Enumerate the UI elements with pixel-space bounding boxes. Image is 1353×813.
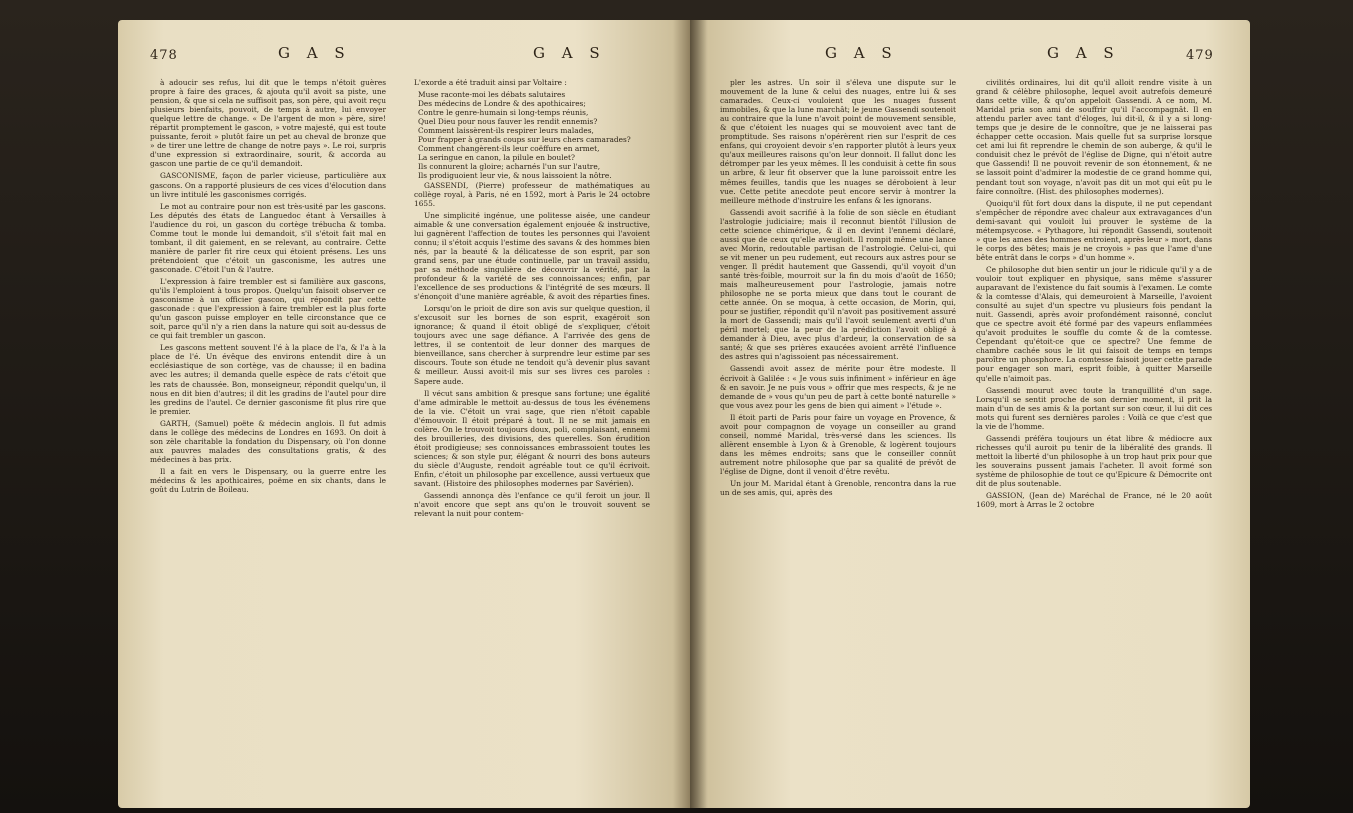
paragraph: pler les astres. Un soir il s'éleva une dispute sur le mouvement de la lune & celui des nuages, entre lui & ses camarades. Ceux-ci vouloient que les nuages fussent immobiles, & que la lune marchât; le jeune Gassendi soutenoit au contraire que la lune n'avoit point de mouvement sensible, & que c'étoient les nuages qui se mouvoient avec tant de promptitude. Ses raisons n'opérèrent rien sur l'esprit de ces enfans, qui croyoient devoir s'en rapporter plutôt à leurs yeux qu'aux meilleures raisons qu'on leur donnoit. Il fallut donc les détromper par les yeux mêmes. Il les conduisit à cette fin sous un arbre, & leur fit observer que la lune paroissoit entre les mêmes feuilles, tandis que les nuages se déroboient à leur vue. Cette petite anecdote peut encore servir à montrer la meilleure méthode d'instruire les enfans & les ignorans. bbox=[720, 78, 956, 205]
verse-line: Ils connurent la gloire; acharnés l'un sur l'autre, bbox=[418, 162, 601, 172]
paragraph: GASSENDI, (Pierre) professeur de mathématiques au collège royal, à Paris, né en 1592, mort à Paris le 24 octobre 1655. bbox=[414, 180, 650, 208]
verse-intro: L'exorde a été traduit ainsi par Voltaire : bbox=[414, 78, 567, 87]
verse-line: Des médecins de Londre & des apothicaires; bbox=[418, 99, 586, 109]
paragraph: Gassendi mourut avec toute la tranquillité d'un sage. Lorsqu'il se sentit proche de son dernier moment, il prit la main d'un de ses amis & la portant sur son cœur, il lui dit ces mots qui furent ses dernières paroles : Voilà ce que c'est que la vie de l'homme. bbox=[976, 385, 1212, 431]
left-page bbox=[118, 20, 690, 808]
column-b-body bbox=[414, 181, 650, 519]
verse-line: La seringue en canon, la pilule en boulet? bbox=[418, 153, 575, 163]
left-column-a bbox=[150, 78, 386, 497]
left-running-head-a: G A S bbox=[278, 44, 351, 62]
paragraph: à adoucir ses refus, lui dit que le temps n'étoit guères propre à faire des graces, & ajouta qu'il avoit sa piste, une pension, & que si cela ne suffisoit pas, son père, qui avoit reçu plusieurs bienfaits, pouvoit, de temps à autre, lui envoyer quelque lettre de change. « De l'argent de mon » père, sire! répartit promptement le gascon, » votre majesté, qui est toute puissante, feroit » plutôt faire un pet au cheval de bronze que » de tirer une lettre de change de notre pays ». Le roi, surpris d'une expression si extraordinaire, sourit, & accorda au gascon une partie de ce qu'il demandoit. bbox=[150, 78, 386, 169]
paragraph: Le mot au contraire pour non est très-usité par les gascons. Les députés des états de Languedoc étant à Versailles à l'audience du roi, un gascon du cortège trébucha & tomba. Comme tout le monde lui demandoit, s'il s'étoit fait mal en tombant, il dit gaiement, en se relevant, au contraire. Cette manière de parler fit rire ceux qui étoient présens. Les uns prétendoient que c'étoit un gasconisme, les autres une gasconade. C'étoit l'un & l'autre. bbox=[150, 201, 386, 274]
paragraph: Gassendi annonça dès l'enfance ce qu'il feroit un jour. Il n'avoit encore que sept ans qu'on le trouvoit souvent se relevant la nuit pour contem- bbox=[414, 491, 650, 519]
gutter-shadow bbox=[690, 20, 708, 808]
right-column-c bbox=[720, 78, 956, 500]
verse-line: Comment changèrent-ils leur coëffure en armet, bbox=[418, 144, 600, 154]
paragraph: L'expression à faire trembler est si familière aux gascons, qu'ils l'emploient à tous propos. Quelqu'un faisoit observer ce gasconisme à un officier gascon, qui répondit par cette gasconade : que l'expression à faire trembler est la plus forte qu'un gascon puisse employer en telle circonstance que ce soit, parce qu'il n'y a rien dans la nature qui soit au-dessus de ce qui fait trembler un gascon. bbox=[150, 276, 386, 341]
right-page bbox=[690, 20, 1250, 808]
verse-line: Pour frapper à grands coups sur leurs chers camarades? bbox=[418, 135, 631, 145]
right-running-head-b: G A S bbox=[1047, 44, 1120, 62]
paragraph: GARTH, (Samuel) poëte & médecin anglois. Il fut admis dans le collège des médecins de Londres en 1693. On doit à son zèle charitable la fondation du Dispensary, où l'on donne aux pauvres malades des consultations gratis, & des médecines à bas prix. bbox=[150, 418, 386, 464]
left-running-head-b: G A S bbox=[533, 44, 606, 62]
verse-line: Muse raconte-moi les débats salutaires bbox=[418, 90, 566, 100]
right-page-number: 479 bbox=[1186, 48, 1214, 63]
paragraph: Il étoit parti de Paris pour faire un voyage en Provence, & avoit pour compagnon de voyage un conseiller au grand conseil, nommé Maridal, très-versé dans les sciences. Ils allèrent ensemble à Lyon & à Grenoble, & logèrent toujours dans les mêmes endroits; sans que le conseiller connût autrement notre philosophe que par sa qualité de prévôt de l'église de Digne, dont il venoit d'être revêtu. bbox=[720, 412, 956, 476]
verse-line: Quel Dieu pour nous fauver les rendit ennemis? bbox=[418, 117, 598, 127]
left-column-b bbox=[414, 78, 650, 521]
paragraph: GASSION, (Jean de) Maréchal de France, né le 20 août 1609, mort à Arras le 2 octobre bbox=[976, 491, 1212, 510]
paragraph: Ce philosophe dut bien sentir un jour le ridicule qu'il y a de vouloir tout expliquer en physique, sans même s'assurer auparavant de l'existence du fait soumis à l'examen. Le comte & la comtesse d'Alais, qui demeuroient à Marseille, l'avoient consulté au sujet d'un spectre vu plusieurs fois pendant la nuit. Gassendi, après avoir profondément raisonné, conclut que ce spectre avoit été formé par des vapeurs enflammées qu'avoit produites le souffle du comte & de la comtesse. Cependant qu'étoit-ce que ce spectre? Une femme de chambre cachée sous le lit qui faisoit de temps en temps paroître un phosphore. La comtesse faisoit jouer cette parade pour engager son mari, esprit foible, à quitter Marseille qu'elle n'aimoit pas. bbox=[976, 264, 1212, 383]
paragraph: Gassendi avoit assez de mérite pour être modeste. Il écrivoit à Galilée : « Je vous suis infiniment » inférieur en âge & en savoir. Je ne puis vous » offrir que mes respects, & je ne demande de » vous qu'un peu de part à cette bonté naturelle » que vous avez pour les gens de bien qui aiment » l'étude ». bbox=[720, 364, 956, 410]
paragraph: GASCONISME, façon de parler vicieuse, particulière aux gascons. On a rapporté plusieurs de ces vices d'élocution dans un livre intitulé les gasconismes corrigés. bbox=[150, 171, 386, 199]
paragraph: Les gascons mettent souvent l'é à la place de l'a, & l'a à la place de l'é. Un évêque des environs entendit dire à un ecclésiastique de son cortège, vas de chausse; il en badina avec les autres; il demanda quelle espèce de rats c'étoit que les rats de chaussée. Bon, monseigneur, répondit quelqu'un, il nous en dit bien d'autres; il dit les gradins de l'autel pour dire les gredins de l'autel. Ce dernier gasconisme fit plus rire que le premier. bbox=[150, 343, 386, 416]
verse-line: Comment laissèrent-ils respirer leurs malades, bbox=[418, 126, 594, 136]
right-running-head-a: G A S bbox=[825, 44, 898, 62]
verse-block bbox=[414, 90, 650, 180]
paragraph: Une simplicité ingénue, une politesse aisée, une candeur aimable & une conversation également enjouée & instructive, lui gagnèrent l'affection de toutes les personnes qui l'avoient connu; il s'étoit acquis l'estime des savans & des hommes bien nés, par la beauté & la délicatesse de son esprit, par son grand sens, par une étude continuelle, par un travail assidu, par sa méthode singulière de découvrir la vérité, par la profondeur & la variété de ses connoissances; enfin, par l'excellence de ses productions & l'intégrité de ses mœurs. Il s'énonçoit d'une manière agréable, & avoit des réparties fines. bbox=[414, 210, 650, 302]
paragraph: Quoiqu'il fût fort doux dans la dispute, il ne put cependant s'empêcher de répondre avec chaleur aux extravagances d'un demi-savant qui vouloit lui prouver le système de la métempsycose. « Pythagore, lui répondit Gassendi, soutenoit » que les ames des hommes entroient, après leur » mort, dans le corps des bêtes; mais je ne croyois » pas que l'ame d'une bête entrât dans le corps » d'un homme ». bbox=[976, 198, 1212, 262]
left-page-number: 478 bbox=[150, 48, 178, 63]
paragraph: Gassendi avoit sacrifié à la folie de son siècle en étudiant l'astrologie judiciaire; mais il reconnut bientôt l'illusion de cette science chimérique, & il en devint l'ennemi déclaré, aussi que de ceux qu'elle aveugloit. Il rompit même une lance avec Morin, redoutable partisan de l'astrologie. Celui-ci, qui se vit mener un peu rudement, eut recours aux astres pour se venger. Il prédit hautement que Gassendi, qu'il voyoit d'un santé très-foible, mourroit sur la fin du mois d'août de 1650; mais malheureusement pour l'astrologie, jamais notre philosophe ne se porta mieux que dans tout le courant de cette année. On se moqua, à cette occasion, de Morin, qui, pour se justifier, répondit qu'il n'avoit pas positivement assuré la mort de Gassendi; mais qu'il l'avoit seulement averti d'un péril mortel; que la peur de la prédiction l'avoit obligé à demander à Dieu, avec plus d'ardeur, la conservation de sa santé; & que ses prières exaucées avoient arrêté l'influence des astres qui n'agissoient pas nécessairement. bbox=[720, 207, 956, 362]
paragraph: Gassendi préféra toujours un état libre & médiocre aux richesses qu'il auroit pu tenir de la libéralité des grands. Il mettoit la liberté d'un philosophe à un trop haut prix pour que les souverains pussent jamais l'acheter. Il avoit formé son système de philosophie de tout ce qu'Epicure & Démocrite ont dit de plus soutenable. bbox=[976, 433, 1212, 489]
verse-line: Contre le genre-humain si long-temps réunis, bbox=[418, 108, 589, 118]
paragraph: Un jour M. Maridal étant à Grenoble, rencontra dans la rue un de ses amis, qui, après des bbox=[720, 479, 956, 498]
paragraph: Il vécut sans ambition & presque sans fortune; une égalité d'ame admirable le mettoit au-dessus de tous les événemens de la vie. C'étoit un vrai sage, que rien n'étoit capable d'émouvoir. Il étoit préparé à tout. Il ne se mit jamais en colère. On le trouvoit toujours doux, poli, complaisant, ennemi des brouilleries, des divisions, des querelles. Son érudition étoit prodigieuse; ses connoissances embrassoient toutes les sciences; & son style pur, élégant & nourri des bons auteurs du siècle d'Auguste, rendoit agréable tout ce qu'il écrivoit. Enfin, c'étoit un philosophe par excellence, aussi vertueux que savant. (Histoire des philosophes modernes par Savérien). bbox=[414, 388, 650, 489]
paragraph: Lorsqu'on le prioit de dire son avis sur quelque question, il s'excusoit sur les bornes de son esprit, exagéroit son ignorance; & quand il étoit obligé de s'expliquer, c'étoit toujours avec une sage défiance. A l'arrivée des gens de lettres, il se contentoit de leur donner des marques de bienveillance, sans chercher à surprendre leur estime par ses discours. Toute son étude ne tendoit qu'à devenir plus savant & meilleur. Aussi avoit-il mis sur ses livres ces paroles : Sapere aude. bbox=[414, 304, 650, 386]
paragraph: Il a fait en vers le Dispensary, ou la guerre entre les médecins & les apothicaires, poëme en six chants, dans le goût du Lutrin de Boileau. bbox=[150, 466, 386, 495]
paragraph: civilités ordinaires, lui dit qu'il alloit rendre visite à un grand & célèbre philosophe, lequel avoit autrefois demeuré dans cette ville, & qu'on appeloit Gassendi. A ce nom, M. Maridal pria son ami de souffrir qu'il l'accompagnât. Il en attendu parler avec tant d'éloges, lui dit-il, & il y a si long-temps que je desire de le connoître, que je ne laisserai pas échapper cette occasion. Mais quelle fut sa surprise lorsque cet ami lui fit reprendre le chemin de son auberge, & qu'il le conduisit chez le prévôt de l'église de Digne, qui n'étoit autre que Gassendi! Il ne pouvoit revenir de son étonnement, & ne se lassoit point d'admirer la modestie de ce grand homme qui, pendant tout son voyage, n'avoit pas dit un mot qui eût pu le faire connoître. (Hist. des philosophes modernes). bbox=[976, 78, 1212, 196]
right-column-d bbox=[976, 78, 1212, 512]
verse-line: Ils prodiguoient leur vie, & nous laissoient la nôtre. bbox=[418, 171, 612, 181]
